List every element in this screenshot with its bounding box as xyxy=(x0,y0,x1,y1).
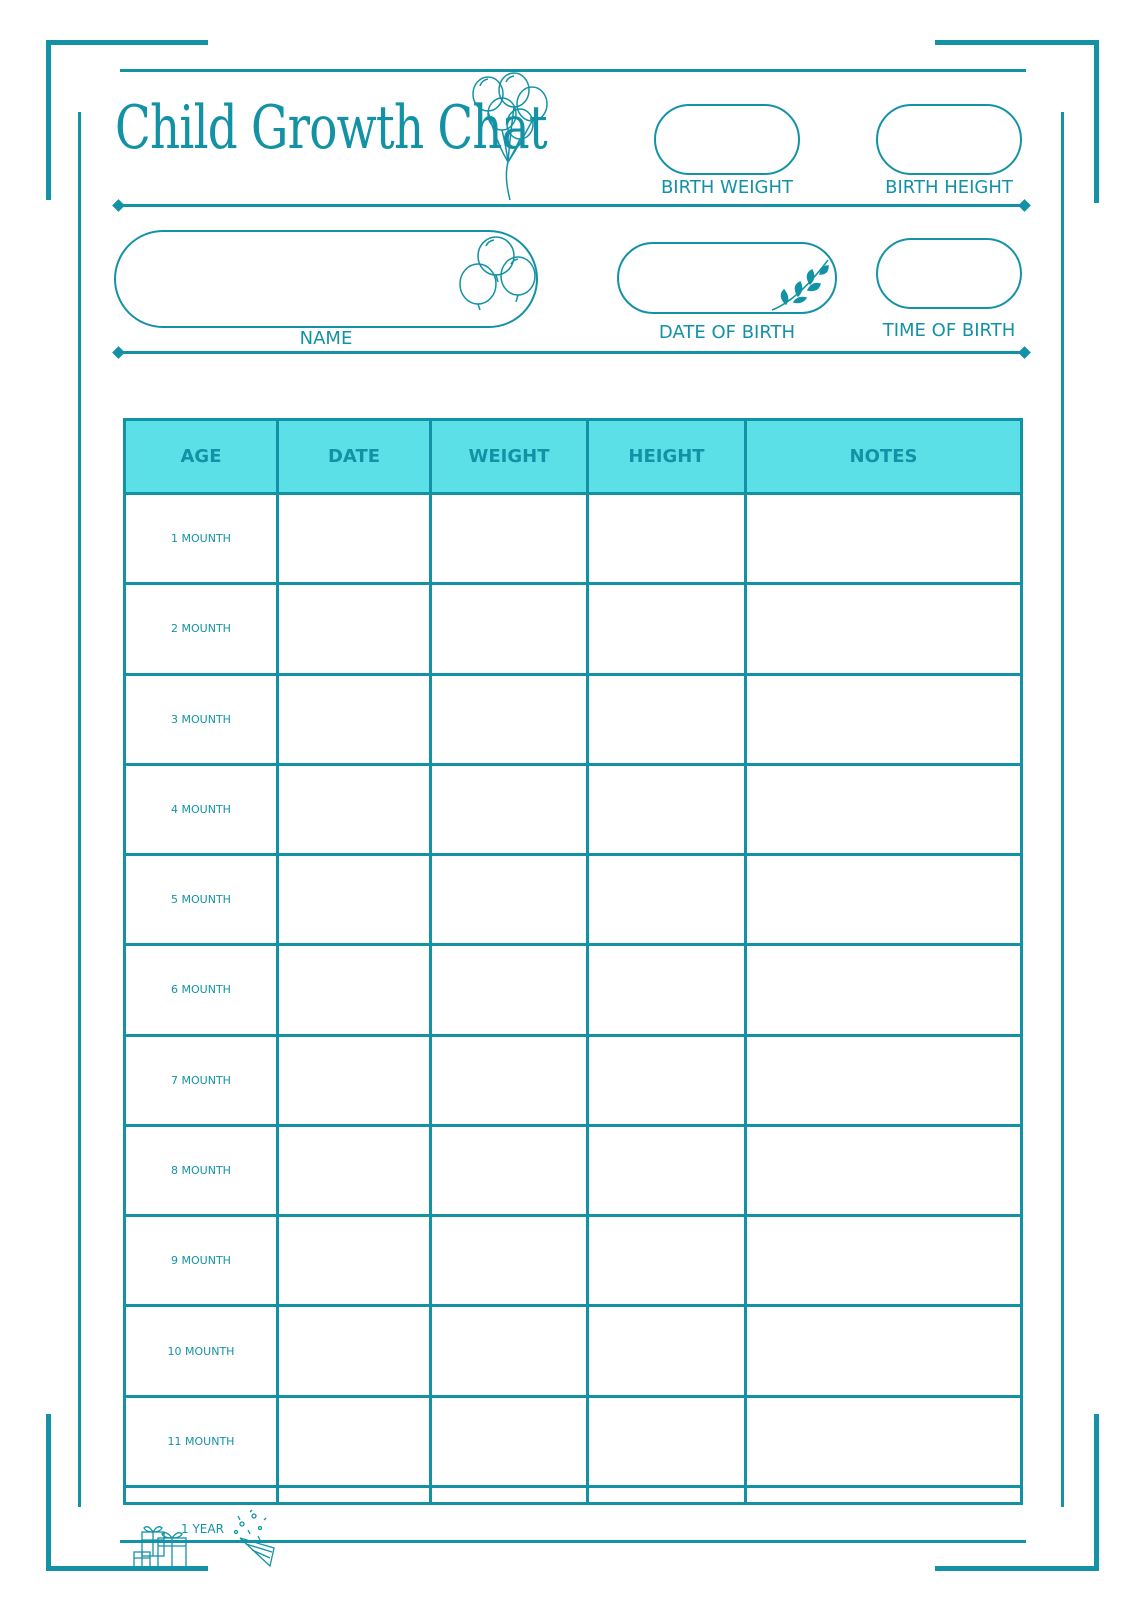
date-cell[interactable] xyxy=(278,764,431,854)
notes-cell[interactable] xyxy=(746,945,1022,1035)
column-header-notes: NOTES xyxy=(746,420,1022,494)
birth-height-label: BIRTH HEIGHT xyxy=(885,177,1013,198)
age-cell: 10 MOUNTH xyxy=(125,1306,278,1396)
notes-cell[interactable] xyxy=(746,1396,1022,1486)
weight-cell[interactable] xyxy=(431,855,588,945)
notes-cell[interactable] xyxy=(746,1486,1022,1503)
height-cell[interactable] xyxy=(588,1306,746,1396)
weight-cell[interactable] xyxy=(431,1125,588,1215)
birth-weight-field[interactable] xyxy=(654,104,800,175)
notes-cell[interactable] xyxy=(746,1125,1022,1215)
notes-cell[interactable] xyxy=(746,1035,1022,1125)
date-cell[interactable] xyxy=(278,1035,431,1125)
date-cell[interactable] xyxy=(278,945,431,1035)
table-row xyxy=(125,584,1022,674)
weight-cell[interactable] xyxy=(431,674,588,764)
date-cell[interactable] xyxy=(278,855,431,945)
date-cell[interactable] xyxy=(278,1396,431,1486)
balloons-icon xyxy=(468,72,552,202)
weight-cell[interactable] xyxy=(431,1216,588,1306)
age-cell: 11 MOUNTH xyxy=(125,1396,278,1486)
weight-cell[interactable] xyxy=(431,1035,588,1125)
weight-cell[interactable] xyxy=(431,1306,588,1396)
age-cell: 9 MOUNTH xyxy=(125,1216,278,1306)
height-cell[interactable] xyxy=(588,1035,746,1125)
weight-cell[interactable] xyxy=(431,1486,588,1503)
birth-weight-label: BIRTH WEIGHT xyxy=(660,177,794,198)
weight-cell[interactable] xyxy=(431,584,588,674)
frame-inner-top-line xyxy=(120,69,1026,72)
time-of-birth-label: TIME OF BIRTH xyxy=(882,320,1016,341)
height-cell[interactable] xyxy=(588,1396,746,1486)
date-cell[interactable] xyxy=(278,494,431,584)
date-cell[interactable] xyxy=(278,674,431,764)
date-of-birth-label: DATE OF BIRTH xyxy=(658,322,796,343)
height-cell[interactable] xyxy=(588,855,746,945)
frame-corner-top-left xyxy=(46,40,208,45)
height-cell[interactable] xyxy=(588,764,746,854)
frame-corner-bottom-right xyxy=(935,1566,1099,1571)
header-divider-bottom xyxy=(118,351,1024,354)
notes-cell[interactable] xyxy=(746,855,1022,945)
frame-inner-right-line xyxy=(1061,112,1064,1507)
table-row xyxy=(125,674,1022,764)
age-cell: 7 MOUNTH xyxy=(125,1035,278,1125)
frame-corner-bottom-right-vertical xyxy=(1094,1414,1099,1571)
column-header-date: DATE xyxy=(278,420,431,494)
age-cell: 8 MOUNTH xyxy=(125,1125,278,1215)
notes-cell[interactable] xyxy=(746,494,1022,584)
year-cell-content xyxy=(126,1488,276,1536)
date-cell[interactable] xyxy=(278,584,431,674)
age-cell-year xyxy=(125,1486,278,1536)
time-of-birth-field[interactable] xyxy=(876,238,1022,309)
height-cell[interactable] xyxy=(588,1216,746,1306)
height-cell[interactable] xyxy=(588,584,746,674)
notes-cell[interactable] xyxy=(746,1216,1022,1306)
notes-cell[interactable] xyxy=(746,584,1022,674)
notes-cell[interactable] xyxy=(746,764,1022,854)
notes-cell[interactable] xyxy=(746,1306,1022,1396)
weight-cell[interactable] xyxy=(431,945,588,1035)
name-label: NAME xyxy=(299,328,353,349)
weight-cell[interactable] xyxy=(431,1396,588,1486)
column-header-weight: WEIGHT xyxy=(431,420,588,494)
table-row xyxy=(125,1486,1022,1503)
party-popper-icon xyxy=(230,1508,276,1570)
table-row xyxy=(125,764,1022,854)
height-cell[interactable] xyxy=(588,1125,746,1215)
table-row xyxy=(125,945,1022,1035)
age-cell: 3 MOUNTH xyxy=(125,674,278,764)
column-header-age: AGE xyxy=(125,420,278,494)
table-row xyxy=(125,1306,1022,1396)
birth-height-field[interactable] xyxy=(876,104,1022,175)
date-cell[interactable] xyxy=(278,1306,431,1396)
notes-cell[interactable] xyxy=(746,674,1022,764)
age-label-year: 1 YEAR xyxy=(181,1521,224,1536)
page-title: Child Growth Chat xyxy=(115,93,547,163)
frame-corner-top-right-vertical xyxy=(1094,40,1099,203)
leaf-branch-icon xyxy=(768,254,834,314)
age-cell: 1 MOUNTH xyxy=(125,494,278,584)
height-cell[interactable] xyxy=(588,494,746,584)
table-row xyxy=(125,1216,1022,1306)
date-cell[interactable] xyxy=(278,1486,431,1503)
weight-cell[interactable] xyxy=(431,494,588,584)
divider-end-right xyxy=(1018,346,1031,359)
growth-table xyxy=(123,418,1023,1536)
table-row xyxy=(125,494,1022,584)
table-header-row xyxy=(125,420,1022,494)
table-row xyxy=(125,1125,1022,1215)
divider-end-left xyxy=(112,199,125,212)
weight-cell[interactable] xyxy=(431,764,588,854)
date-cell[interactable] xyxy=(278,1216,431,1306)
frame-corner-top-right xyxy=(935,40,1099,45)
height-cell[interactable] xyxy=(588,1486,746,1503)
age-cell: 6 MOUNTH xyxy=(125,945,278,1035)
height-cell[interactable] xyxy=(588,674,746,764)
height-cell[interactable] xyxy=(588,945,746,1035)
date-cell[interactable] xyxy=(278,1125,431,1215)
divider-end-right xyxy=(1018,199,1031,212)
frame-inner-left-line xyxy=(78,112,81,1507)
table-row xyxy=(125,855,1022,945)
table-row xyxy=(125,1396,1022,1486)
balloons-icon xyxy=(456,236,542,318)
frame-corner-top-left-vertical xyxy=(46,40,51,200)
column-header-height: HEIGHT xyxy=(588,420,746,494)
age-cell: 5 MOUNTH xyxy=(125,855,278,945)
age-cell: 4 MOUNTH xyxy=(125,764,278,854)
header-divider-top xyxy=(118,204,1024,207)
age-cell: 2 MOUNTH xyxy=(125,584,278,674)
frame-corner-bottom-left-vertical xyxy=(46,1414,51,1571)
table-row xyxy=(125,1035,1022,1125)
